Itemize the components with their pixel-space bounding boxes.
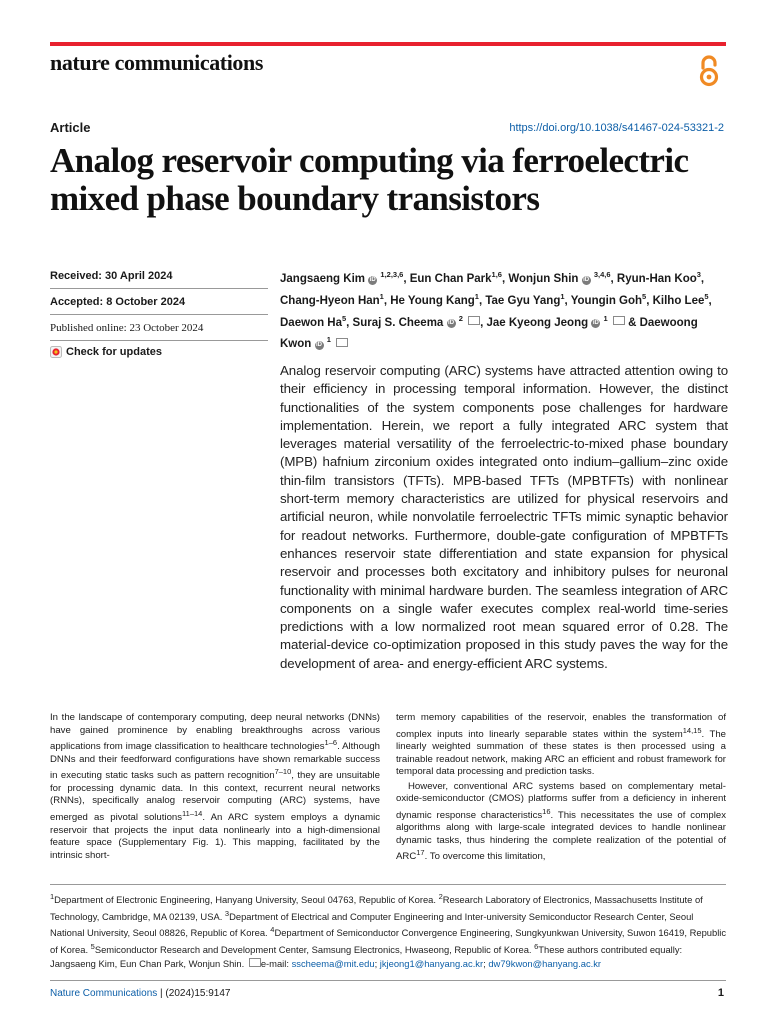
body-paragraph: In the landscape of contemporary computing, deep neural networks (DNNs) have gained prominence by enabling breakthroughs across various applications from image classification to healthcare technologies$^{1-6}$. Although DNNs and their feedforward configurations have shown remarkable success in executing static tasks such as pattern recognition$^{7-10}$, they are unsuitable for processing dynamic data. In this context, recurrent neural networks (RNNs), specifically analog reservoir computing (ARC) systems, have emerged as pivotal solutions$^{11-14}$. An ARC system employs a dynamic reservoir that projects the input data nonlinearly into a high-dimensional feature space (Supplementary Fig. 1). This mapping, facilitated by the intrinsic short- [50, 712, 380, 861]
open-access-icon[interactable] [695, 54, 723, 88]
published-date: Published online: 23 October 2024 [50, 322, 268, 341]
doi-link[interactable]: https://doi.org/10.1038/s41467-024-53321-2 [509, 122, 724, 134]
check-updates-label: Check for updates [66, 346, 162, 358]
footer-volume: | (2024)15:9147 [160, 988, 231, 999]
orcid-icon[interactable]: iD [583, 276, 590, 283]
footer-journal-link[interactable]: Nature Communications [50, 988, 158, 999]
abstract: Analog reservoir computing (ARC) systems have attracted attention owing to their efficiency in processing temporal information. However, the distinct functionalities of the system components pose challenges for hardware implementation. Herein, we report a fully integrated ARC system that leverages material versatility of the ferroelectric-to-mixed phase boundary (MPB) hafnium zirconium oxides integrated onto indium–gallium–zinc oxide thin-film transistors (TFTs). MPB-based TFTs (MPBTFTs) with nonlinear short-term memory characteristics are utilized for physical reservoirs and artificial neuron, while nonvolatile ferroelectric TFTs mimic synaptic behavior for readout networks. Furthermore, double-gate configuration of MPBTFTs enhances reservoir state differentiation and state expansion for physical reservoir and processes both excitatory and inhibitory pulses for neuronal functionality with minimal hardware burden. The seamless integration of ARC components on a single wafer executes complex real-world time-series predictions with a low normalized root mean squared error of 0.28. The material-device co-optimization proposed in this study paves the way for the development of area- and energy-efficient ARC systems. [280, 363, 728, 671]
article-title: Analog reservoir computing via ferroelectric mixed phase boundary transistors [50, 141, 689, 218]
email-link[interactable]: jkjeong1@hanyang.ac.kr [379, 957, 484, 969]
author-list: Jangsaeng Kim iD $^{1,2,3,6}$, Eun Chan Park$^{1,6}$, Wonjun Shin iD $^{3,4,6}$, Ryun-Han Koo$^3$, Chang-Hyeon Han$^1$, He Young Kang$^1$, Tae Gyu Yang$^1$, Youngin Goh$^5$, Kilho Lee$^5$, Daewon Ha$^5$, Suraj S. Cheema iD $^2$ , Jae Kyeong Jeong iD $^1$ & Daewoong Kwon iD $^1$ [280, 270, 712, 351]
body-paragraph: However, conventional ARC systems based on complementary metal-oxide-semiconductor (CMOS) platforms suffer from a deficiency in inherent dynamic response characteristics$^{16}$. This necessitates the use of complex algorithms along with large-scale integrated devices to handle nonlinear dynamic tasks, thus hindering the complete realization of the potential of ARC$^{17}$. To overcome this limitation, [396, 780, 726, 863]
header-accent-bar [50, 42, 726, 46]
journal-name[interactable]: nature communications [50, 50, 264, 75]
orcid-icon[interactable]: iD [592, 320, 599, 327]
body-column-left [50, 712, 380, 862]
email-link[interactable]: dw79kwon@hanyang.ac.kr [488, 957, 602, 969]
affiliations: $^1$Department of Electronic Engineering, Hanyang University, Seoul 04763, Republic of Korea. $^2$Research Laboratory of Electronics, Massachusetts Institute of Technology, Cambridge, MA 02139, USA. $^3$Department of Electrical and Computer Engineering and Inter-university Semiconductor Research Center, Seoul National University, Seoul 08826, Republic of Korea. $^4$Department of Semiconductor Convergence Engineering, Sungkyunkwan University, Suwon 16419, Republic of Korea. $^5$Semiconductor Research and Development Center, Samsung Electronics, Hwaseong, Republic of Korea. $^6$These authors contributed equally: Jangsaeng Kim, Eun Chan Park, Wonjun Shin. e-mail: sscheema@mit.edu; jkjeong1@hanyang.ac.kr; dw79kwon@hanyang.ac.kr [50, 892, 727, 969]
mail-icon[interactable] [336, 338, 348, 347]
footer-divider [50, 980, 726, 981]
article-type-label: Article [50, 120, 91, 135]
footnote-divider [50, 884, 726, 885]
email-link[interactable]: sscheema@mit.edu [291, 957, 375, 969]
mail-icon[interactable] [613, 316, 625, 325]
mail-icon[interactable] [468, 316, 480, 325]
mail-icon [249, 958, 261, 967]
body-paragraph: term memory capabilities of the reservoir, enables the transformation of complex inputs into linearly separable states within the system$^{14,15}$. The linearly weighted summation of these states is then processed using a trainable readout network, making ARC an efficient and robust framework for temporal data processing and prediction tasks. [396, 712, 726, 778]
orcid-icon[interactable]: iD [369, 276, 376, 283]
check-updates-button[interactable] [50, 346, 162, 358]
body-column-right [396, 712, 726, 864]
orcid-icon[interactable]: iD [448, 320, 455, 327]
footer-citation [50, 988, 230, 999]
accepted-date: Accepted: 8 October 2024 [50, 296, 268, 315]
received-date: Received: 30 April 2024 [50, 270, 268, 289]
orcid-icon[interactable]: iD [316, 342, 322, 349]
page-number: 1 [717, 987, 724, 999]
check-updates-icon [50, 346, 62, 358]
